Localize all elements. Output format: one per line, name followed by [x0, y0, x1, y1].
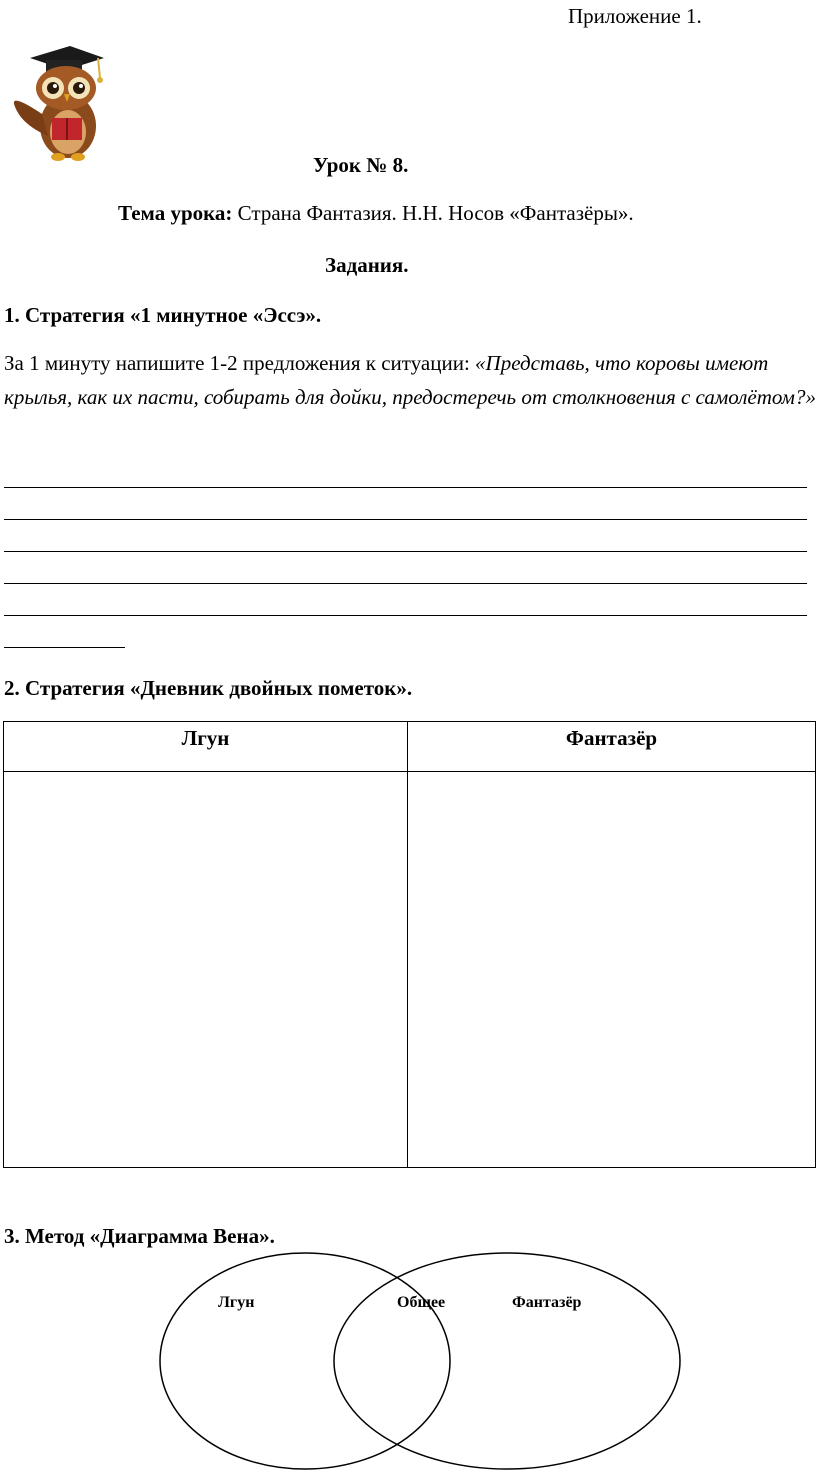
topic-label: Тема урока: — [118, 201, 233, 225]
double-entry-table — [3, 721, 816, 1168]
answer-line[interactable] — [4, 615, 807, 616]
column-header-liar: Лгун — [4, 722, 408, 772]
liar-answer-cell[interactable] — [4, 772, 408, 1168]
task1-intro: За 1 минуту напишите 1-2 предложения к ситуации: — [4, 351, 476, 375]
answer-line[interactable] — [4, 487, 807, 488]
dreamer-answer-cell[interactable] — [408, 772, 816, 1168]
topic-text: Страна Фантазия. Н.Н. Носов «Фантазёры». — [232, 201, 634, 225]
venn-label-common: Общее — [397, 1294, 446, 1311]
task1-paragraph — [4, 346, 816, 414]
task1-title: 1. Стратегия «1 минутное «Эссэ». — [4, 303, 322, 327]
task3-title: 3. Метод «Диаграмма Вена». — [4, 1224, 275, 1248]
task1-prompt: «Представь, что коровы имеют крылья, как их пасти, собирать для дойки, предостеречь от столкновения с самолётом?» — [4, 351, 816, 409]
venn-label-dreamer: Фантазёр — [512, 1294, 582, 1311]
column-header-dreamer: Фантазёр — [408, 722, 816, 772]
answer-line[interactable] — [4, 647, 125, 648]
answer-line[interactable] — [4, 519, 807, 520]
tasks-heading: Задания. — [325, 253, 409, 277]
appendix-label: Приложение 1. — [568, 4, 702, 28]
venn-label-liar: Лгун — [218, 1294, 255, 1311]
answer-line[interactable] — [4, 551, 807, 552]
owl-mascot-icon — [8, 44, 112, 162]
lesson-number: Урок № 8. — [313, 153, 409, 177]
venn-circle-left — [160, 1253, 450, 1469]
task2-title: 2. Стратегия «Дневник двойных пометок». — [4, 676, 413, 700]
venn-diagram — [155, 1250, 695, 1472]
lesson-topic — [118, 201, 634, 226]
answer-line[interactable] — [4, 583, 807, 584]
venn-circle-right — [334, 1253, 680, 1469]
